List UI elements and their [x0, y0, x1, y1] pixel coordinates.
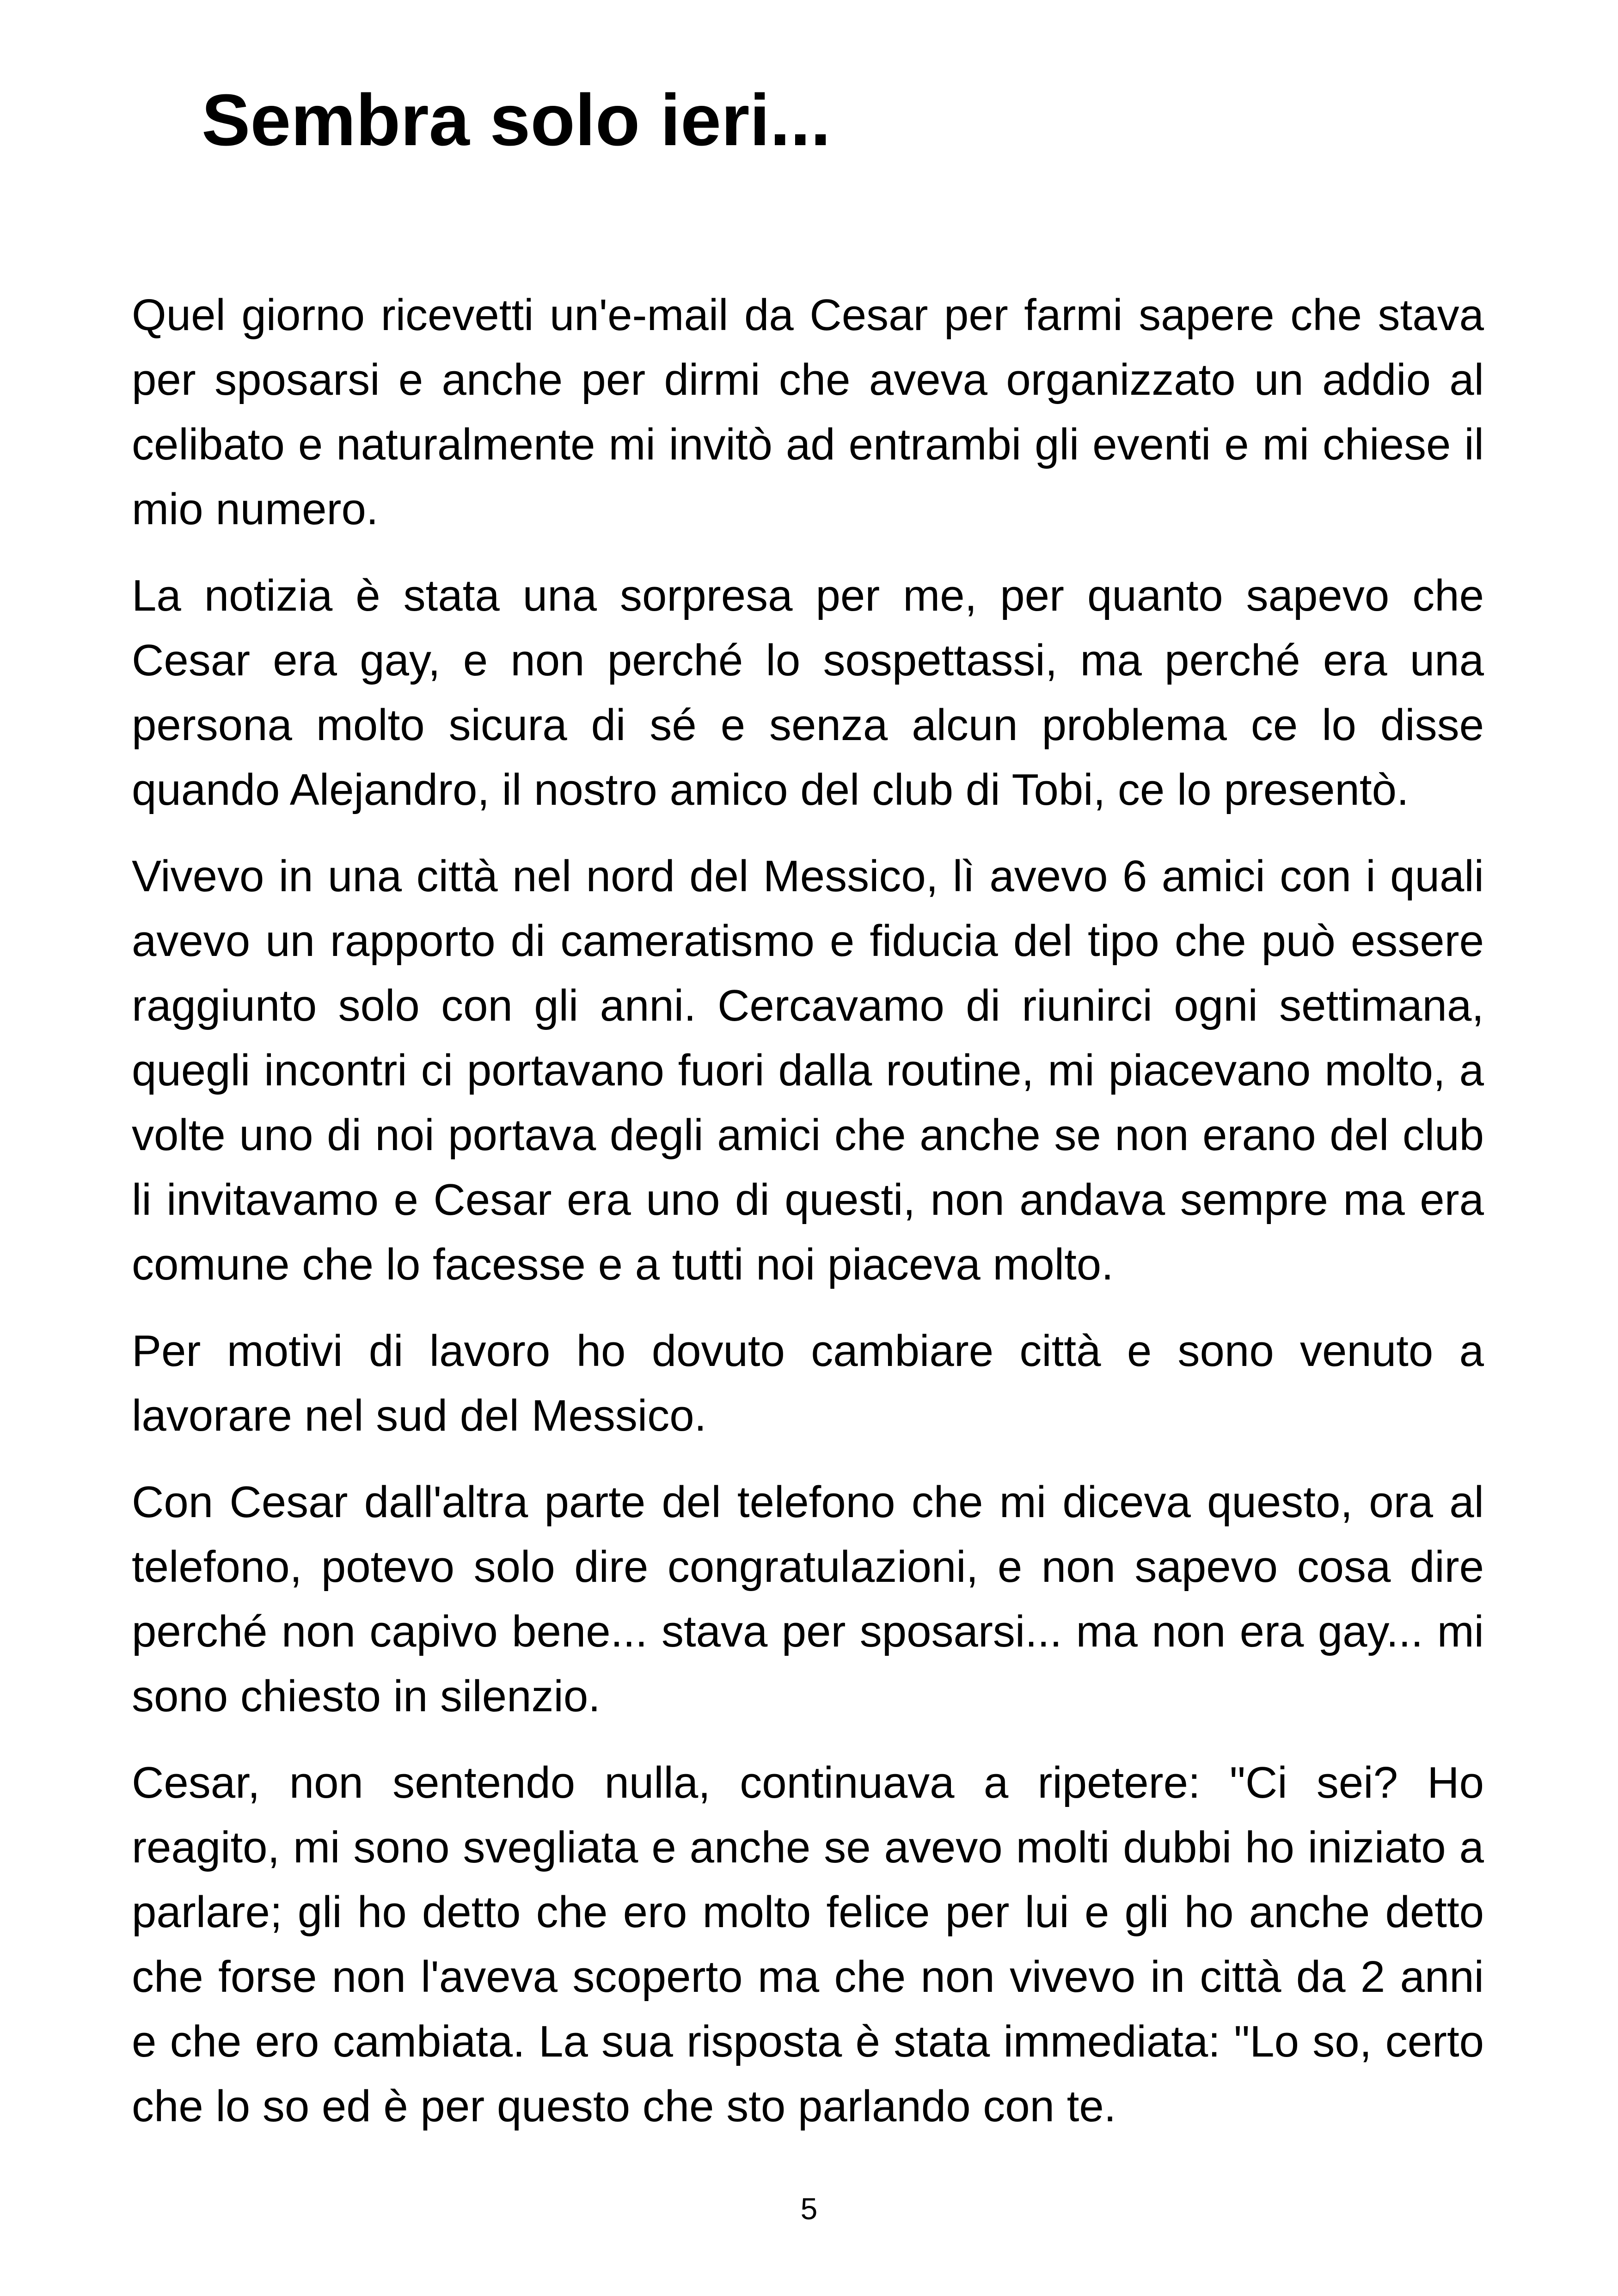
paragraph: Con Cesar dall'altra parte del telefono che mi diceva questo, ora al telefono, potevo solo dire congratulazioni, e non sapevo cosa dire perché non capivo bene... stava per sposarsi... ma non era gay... mi sono chiesto in silenzio.	[132, 1477, 1484, 1721]
paragraph: La notizia è stata una sorpresa per me, per quanto sapevo che Cesar era gay, e non perché lo sospettassi, ma perché era una persona molto sicura di sé e senza alcun problema ce lo disse quando Alejandro, il nostro amico del club di Tobi, ce lo presentò.	[132, 571, 1484, 814]
paragraph: Cesar, non sentendo nulla, continuava a ripetere: "Ci sei? Ho reagito, mi sono svegliata e anche se avevo molti dubbi ho iniziato a parlare; gli ho detto che ero molto felice per lui e gli ho anche detto che forse non l'aveva scoperto ma che non vivevo in città da 2 anni e che ero cambiata. La sua risposta è stata immediata: "Lo so, certo che lo so ed è per questo che sto parlando con te.	[132, 1758, 1484, 2131]
page-title: Sembra solo ieri...	[202, 80, 831, 161]
paragraph: Vivevo in una città nel nord del Messico, lì avevo 6 amici con i quali avevo un rapporto di cameratismo e fiducia del tipo che può essere raggiunto solo con gli anni. Cercavamo di riunirci ogni settimana, quegli incontri ci portavano fuori dalla routine, mi piacevano molto, a volte uno di noi portava degli amici che anche se non erano del club li invitavamo e Cesar era uno di questi, non andava sempre ma era comune che lo facesse e a tutti noi piaceva molto.	[132, 851, 1484, 1289]
page-number: 5	[800, 2192, 818, 2226]
paragraph: Per motivi di lavoro ho dovuto cambiare città e sono venuto a lavorare nel sud del Messico.	[132, 1326, 1484, 1440]
paragraph: Quel giorno ricevetti un'e-mail da Cesar per farmi sapere che stava per sposarsi e anche per dirmi che aveva organizzato un addio al celibato e naturalmente mi invitò ad entrambi gli eventi e mi chiese il mio numero.	[132, 290, 1484, 534]
body-text	[132, 283, 1484, 2161]
